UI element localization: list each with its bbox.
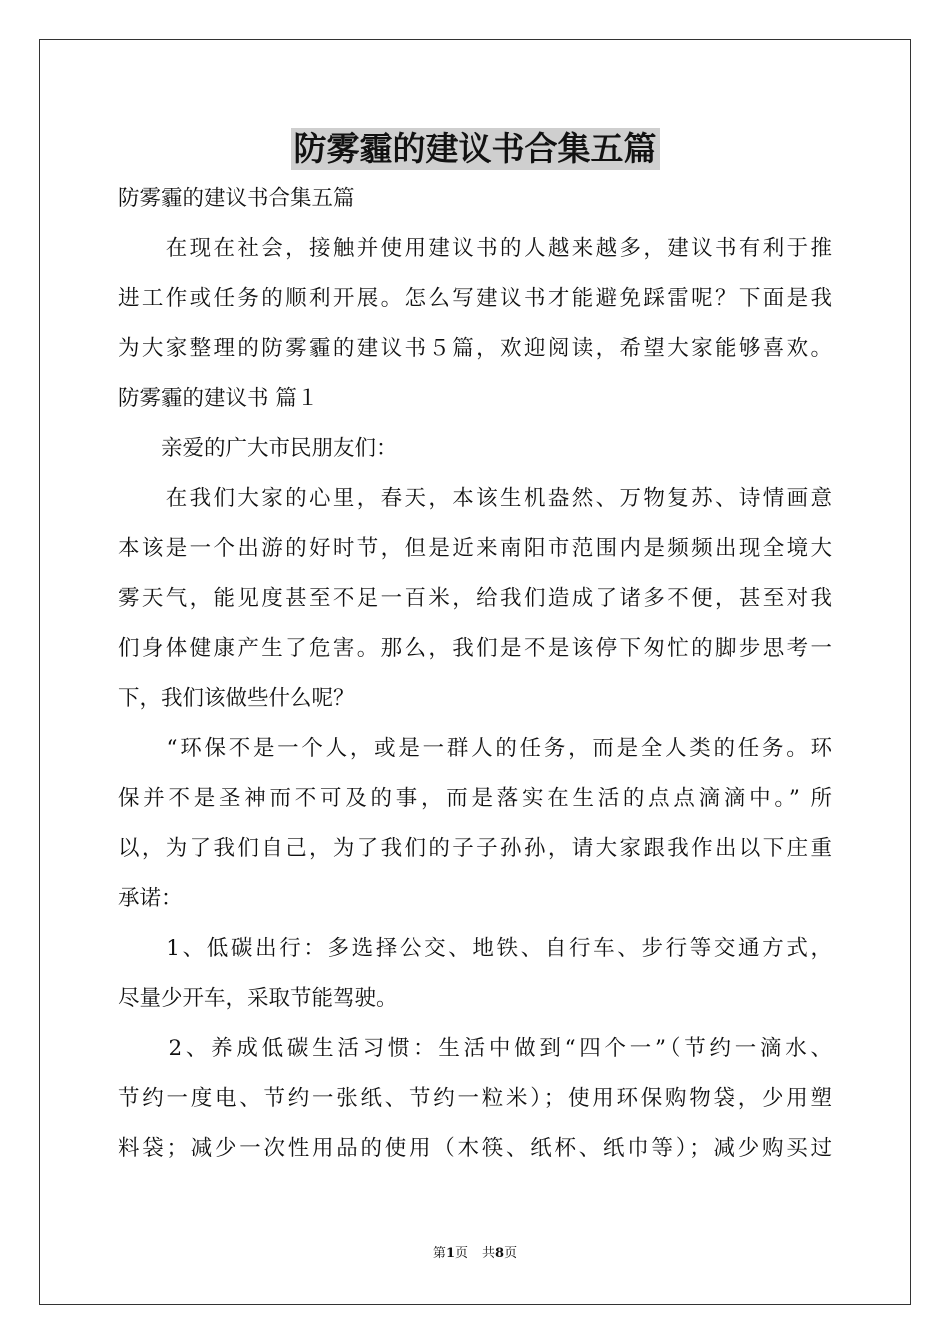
total-prefix: 共 — [482, 1246, 496, 1261]
text-line: 1、低碳出行：多选择公交、地铁、自行车、步行等交通方式， — [118, 936, 832, 961]
total-unit: 页 — [504, 1246, 518, 1261]
text-line: 承诺： — [118, 886, 183, 911]
page-unit: 页 — [454, 1246, 468, 1261]
title-wrap — [0, 128, 950, 170]
page-footer — [0, 1244, 950, 1264]
text-line: 料袋；减少一次性用品的使用（木筷、纸杯、纸巾等）；减少购买过 — [118, 1136, 832, 1161]
document-title: 防雾霾的建议书合集五篇 — [291, 128, 660, 170]
text-line: 亲爱的广大市民朋友们： — [118, 436, 398, 461]
text-line: 雾天气，能见度甚至不足一百米，给我们造成了诸多不便，甚至对我 — [118, 586, 832, 611]
page-prefix: 第 — [432, 1246, 446, 1261]
text-line: 防雾霾的建议书 篇１ — [118, 386, 319, 411]
text-line: 为大家整理的防雾霾的建议书５篇，欢迎阅读，希望大家能够喜欢。 — [118, 336, 832, 361]
text-line: 以，为了我们自己，为了我们的子子孙孙，请大家跟我作出以下庄重 — [118, 836, 832, 861]
text-line: 进工作或任务的顺利开展。怎么写建议书才能避免踩雷呢？下面是我 — [118, 286, 832, 311]
text-line: 保并不是圣神而不可及的事，而是落实在生活的点点滴滴中。” 所 — [118, 786, 832, 811]
page-current: 1 — [445, 1246, 455, 1261]
document-body — [118, 174, 832, 1174]
text-line: 本该是一个出游的好时节，但是近来南阳市范围内是频频出现全境大 — [118, 536, 832, 561]
page-total: 8 — [495, 1246, 505, 1261]
text-line: 2、养成低碳生活习惯：生活中做到“四个一”（节约一滴水、 — [118, 1036, 832, 1061]
text-line: 节约一度电、节约一张纸、节约一粒米）；使用环保购物袋，少用塑 — [118, 1086, 832, 1111]
text-line: 在现在社会，接触并使用建议书的人越来越多，建议书有利于推 — [118, 236, 832, 261]
text-line: 在我们大家的心里，春天，本该生机盎然、万物复苏、诗情画意 — [118, 486, 832, 511]
text-line: 们身体健康产生了危害。那么，我们是不是该停下匆忙的脚步思考一 — [118, 636, 832, 661]
text-line: “环保不是一个人，或是一群人的任务，而是全人类的任务。环 — [118, 736, 832, 761]
text-line: 防雾霾的建议书合集五篇 — [118, 186, 355, 211]
text-line: 下，我们该做些什么呢？ — [118, 686, 355, 711]
text-line: 尽量少开车，采取节能驾驶。 — [118, 986, 398, 1011]
